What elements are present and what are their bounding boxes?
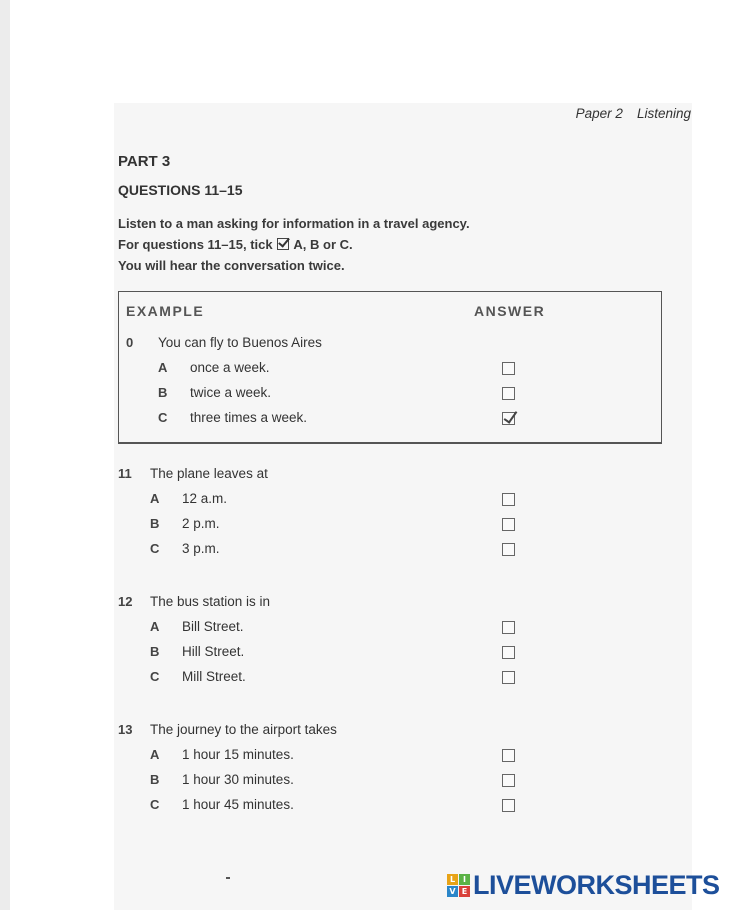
instructions	[118, 213, 470, 276]
page-header	[562, 106, 691, 121]
q12-option-a-letter: A	[150, 619, 160, 634]
q12-option-b-checkbox[interactable]	[502, 646, 515, 659]
tick-icon	[277, 238, 289, 250]
q13-option-c-text: 1 hour 45 minutes.	[182, 797, 294, 812]
example-option-a-text: once a week.	[190, 360, 270, 375]
question-12-number: 12	[118, 594, 133, 609]
q11-option-c-text: 3 p.m.	[182, 541, 220, 556]
q11-option-a-text: 12 a.m.	[182, 491, 228, 506]
q13-option-b-checkbox[interactable]	[502, 774, 515, 787]
liveworksheets-logo-icon	[447, 874, 470, 897]
q13-option-a-text: 1 hour 15 minutes.	[182, 747, 294, 762]
q11-option-c-checkbox[interactable]	[502, 543, 515, 556]
example-option-a-checkbox	[502, 362, 515, 375]
scan-speck	[226, 877, 230, 879]
instruction-line-2	[118, 234, 470, 255]
q11-option-b-checkbox[interactable]	[502, 518, 515, 531]
logo-letter: E	[459, 886, 470, 897]
example-option-b-checkbox	[502, 387, 515, 400]
liveworksheets-wordmark: LIVEWORKSHEETS	[473, 870, 720, 900]
q13-option-b-text: 1 hour 30 minutes.	[182, 772, 294, 787]
example-number: 0	[126, 335, 134, 350]
question-11-number: 11	[118, 466, 132, 481]
q12-option-c-text: Mill Street.	[182, 669, 246, 684]
q13-option-b-letter: B	[150, 772, 160, 787]
q13-option-a-checkbox[interactable]	[502, 749, 515, 762]
example-option-c-letter: C	[158, 410, 168, 425]
q12-option-c-letter: C	[150, 669, 160, 684]
q11-option-a-letter: A	[150, 491, 160, 506]
example-option-c-checkbox-ticked	[502, 412, 515, 425]
instruction-line-2-start: For questions 11–15, tick	[118, 237, 273, 252]
q13-option-c-letter: C	[150, 797, 160, 812]
instruction-line-1: Listen to a man asking for information in a travel agency.	[118, 216, 470, 231]
page-edge	[0, 0, 10, 910]
q12-option-b-letter: B	[150, 644, 160, 659]
logo-letter: I	[459, 874, 470, 885]
example-option-c-text: three times a week.	[190, 410, 308, 425]
example-question: You can fly to Buenos Aires	[158, 335, 322, 350]
q13-option-a-letter: A	[150, 747, 160, 762]
instruction-line-3: You will hear the conversation twice.	[118, 258, 345, 273]
q12-option-a-text: Bill Street.	[182, 619, 244, 634]
questions-title: QUESTIONS 11–15	[118, 182, 243, 198]
q11-option-c-letter: C	[150, 541, 160, 556]
question-11-text: The plane leaves at	[150, 466, 268, 481]
section-label: Listening	[636, 106, 691, 121]
instruction-line-2-end: A, B or C.	[293, 237, 353, 252]
q12-option-b-text: Hill Street.	[182, 644, 245, 659]
q12-option-c-checkbox[interactable]	[502, 671, 515, 684]
q12-option-a-checkbox[interactable]	[502, 621, 515, 634]
part-title: PART 3	[118, 153, 171, 170]
q11-option-b-letter: B	[150, 516, 160, 531]
question-13-text: The journey to the airport takes	[150, 722, 337, 737]
q11-option-a-checkbox[interactable]	[502, 493, 515, 506]
logo-letter: V	[447, 886, 458, 897]
answer-label: ANSWER	[474, 303, 546, 319]
example-option-b-text: twice a week.	[190, 385, 272, 400]
liveworksheets-watermark	[447, 870, 720, 901]
question-13-number: 13	[118, 722, 133, 737]
logo-letter: L	[447, 874, 458, 885]
example-label: EXAMPLE	[126, 303, 205, 319]
q11-option-b-text: 2 p.m.	[182, 516, 220, 531]
example-option-a-letter: A	[158, 360, 168, 375]
question-12-text: The bus station is in	[150, 594, 271, 609]
example-option-b-letter: B	[158, 385, 168, 400]
q13-option-c-checkbox[interactable]	[502, 799, 515, 812]
paper-label: Paper 2	[575, 106, 623, 121]
